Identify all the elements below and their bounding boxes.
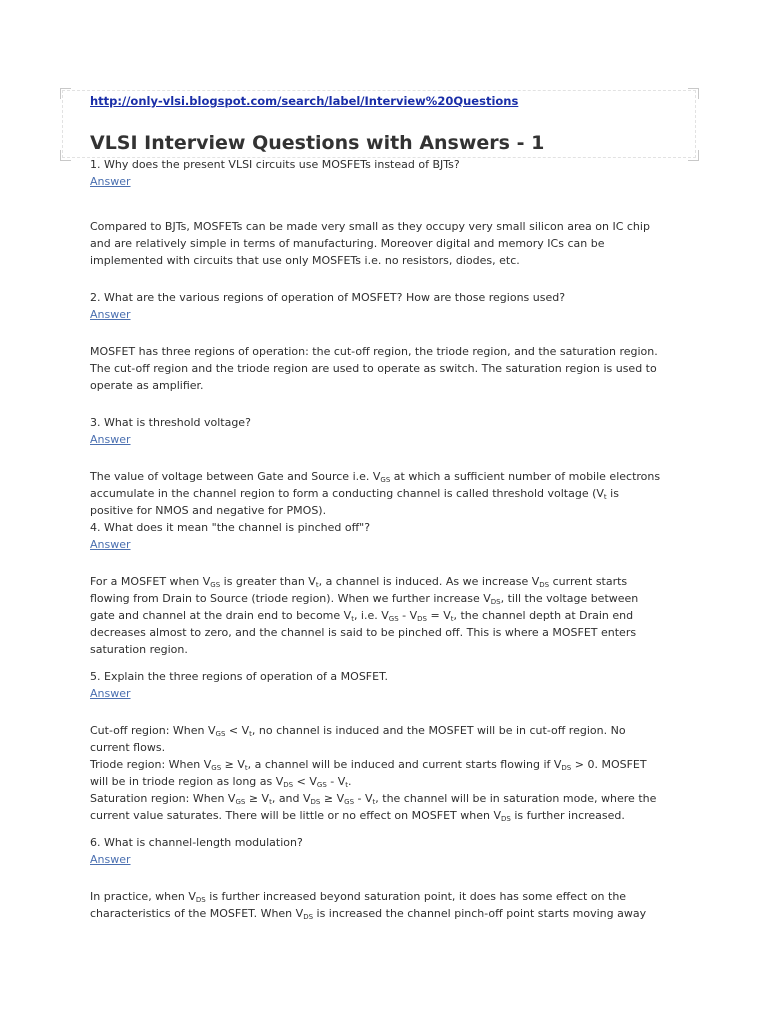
- frame-corner: [60, 88, 71, 99]
- answer-4-line-4: decreases almost to zero, and the channel is said to be pinched off. This is where a MOSFET enters: [90, 626, 637, 639]
- answer-1-line-3: implemented with circuits that use only MOSFETs i.e. no resistors, diodes, etc.: [90, 254, 520, 267]
- answer-5-line-6: current value saturates. There will be little or no effect on MOSFET when $V_{DS}$ is further increased.: [90, 809, 625, 823]
- answer-3-line-1: The value of voltage between Gate and Source i.e. $V_{GS}$ at which a sufficient number of mobile electrons: [90, 470, 661, 484]
- page-title: VLSI Interview Questions with Answers - 1: [90, 132, 545, 154]
- frame-corner: [60, 150, 71, 161]
- answer-6-line-2: characteristics of the MOSFET. When $V_{DS}$ is increased the channel pinch-off point starts moving away: [90, 907, 647, 921]
- answer-3-line-3: positive for NMOS and negative for PMOS).: [90, 504, 327, 517]
- answer-2-line-1: MOSFET has three regions of operation: the cut-off region, the triode region, and the saturation region.: [90, 345, 658, 358]
- answer-5-line-4: will be in triode region as long as $V_{DS} < V_{GS} - V_t$.: [90, 775, 352, 789]
- question-2: 2. What are the various regions of operation of MOSFET? How are those regions used?: [90, 291, 566, 304]
- answer-link-1[interactable]: Answer: [90, 175, 131, 188]
- answer-5-line-2: current flows.: [90, 741, 166, 754]
- answer-5-line-3: Triode region: When $V_{GS} \ge V_t$, a channel will be induced and current starts flowing if $V_{DS} > 0$. MOSFET: [90, 758, 647, 772]
- answer-4-line-1: For a MOSFET when $V_{GS}$ is greater than $V_t$, a channel is induced. As we increase $V_{DS}$ current starts: [90, 575, 628, 589]
- question-6: 6. What is channel-length modulation?: [90, 836, 303, 849]
- answer-5-line-5: Saturation region: When $V_{GS} \ge V_t$, and $V_{DS} \ge V_{GS} - V_t$, the channel will be in saturation mode, where the: [90, 792, 657, 806]
- answer-link-4[interactable]: Answer: [90, 538, 131, 551]
- answer-1-line-2: and are relatively simple in terms of manufacturing. Moreover digital and memory ICs can be: [90, 237, 605, 250]
- answer-link-5[interactable]: Answer: [90, 687, 131, 700]
- answer-5-line-1: Cut-off region: When $V_{GS} < V_t$, no channel is induced and the MOSFET will be in cut-off region. No: [90, 724, 626, 738]
- question-3: 3. What is threshold voltage?: [90, 416, 251, 429]
- answer-6-line-1: In practice, when $V_{DS}$ is further increased beyond saturation point, it does has some effect on the: [90, 890, 627, 904]
- answer-2-line-3: operate as amplifier.: [90, 379, 204, 392]
- answer-link-6[interactable]: Answer: [90, 853, 131, 866]
- question-5: 5. Explain the three regions of operation of a MOSFET.: [90, 670, 388, 683]
- question-4: 4. What does it mean "the channel is pinched off"?: [90, 521, 371, 534]
- document-content: [90, 92, 690, 922]
- answer-4-line-3: gate and channel at the drain end to become $V_t$, i.e. $V_{GS} - V_{DS} = V_t$, the channel depth at Drain end: [90, 609, 634, 623]
- answer-3-line-2: accumulate in the channel region to form a conducting channel is called threshold voltage ($V_t$ is: [90, 487, 619, 501]
- answer-1-line-1: Compared to BJTs, MOSFETs can be made very small as they occupy very small silicon area on IC chip: [90, 220, 650, 233]
- source-url-link[interactable]: http://only-vlsi.blogspot.com/search/label/Interview%20Questions: [90, 94, 519, 108]
- question-1: 1. Why does the present VLSI circuits use MOSFETs instead of BJTs?: [90, 158, 460, 171]
- answer-4-line-5: saturation region.: [90, 643, 188, 656]
- answer-link-3[interactable]: Answer: [90, 433, 131, 446]
- answer-4-line-2: flowing from Drain to Source (triode region). When we further increase $V_{DS}$, till the voltage between: [90, 592, 639, 606]
- answer-link-2[interactable]: Answer: [90, 308, 131, 321]
- answer-2-line-2: The cut-off region and the triode region are used to operate as switch. The saturation region is used to: [90, 362, 657, 375]
